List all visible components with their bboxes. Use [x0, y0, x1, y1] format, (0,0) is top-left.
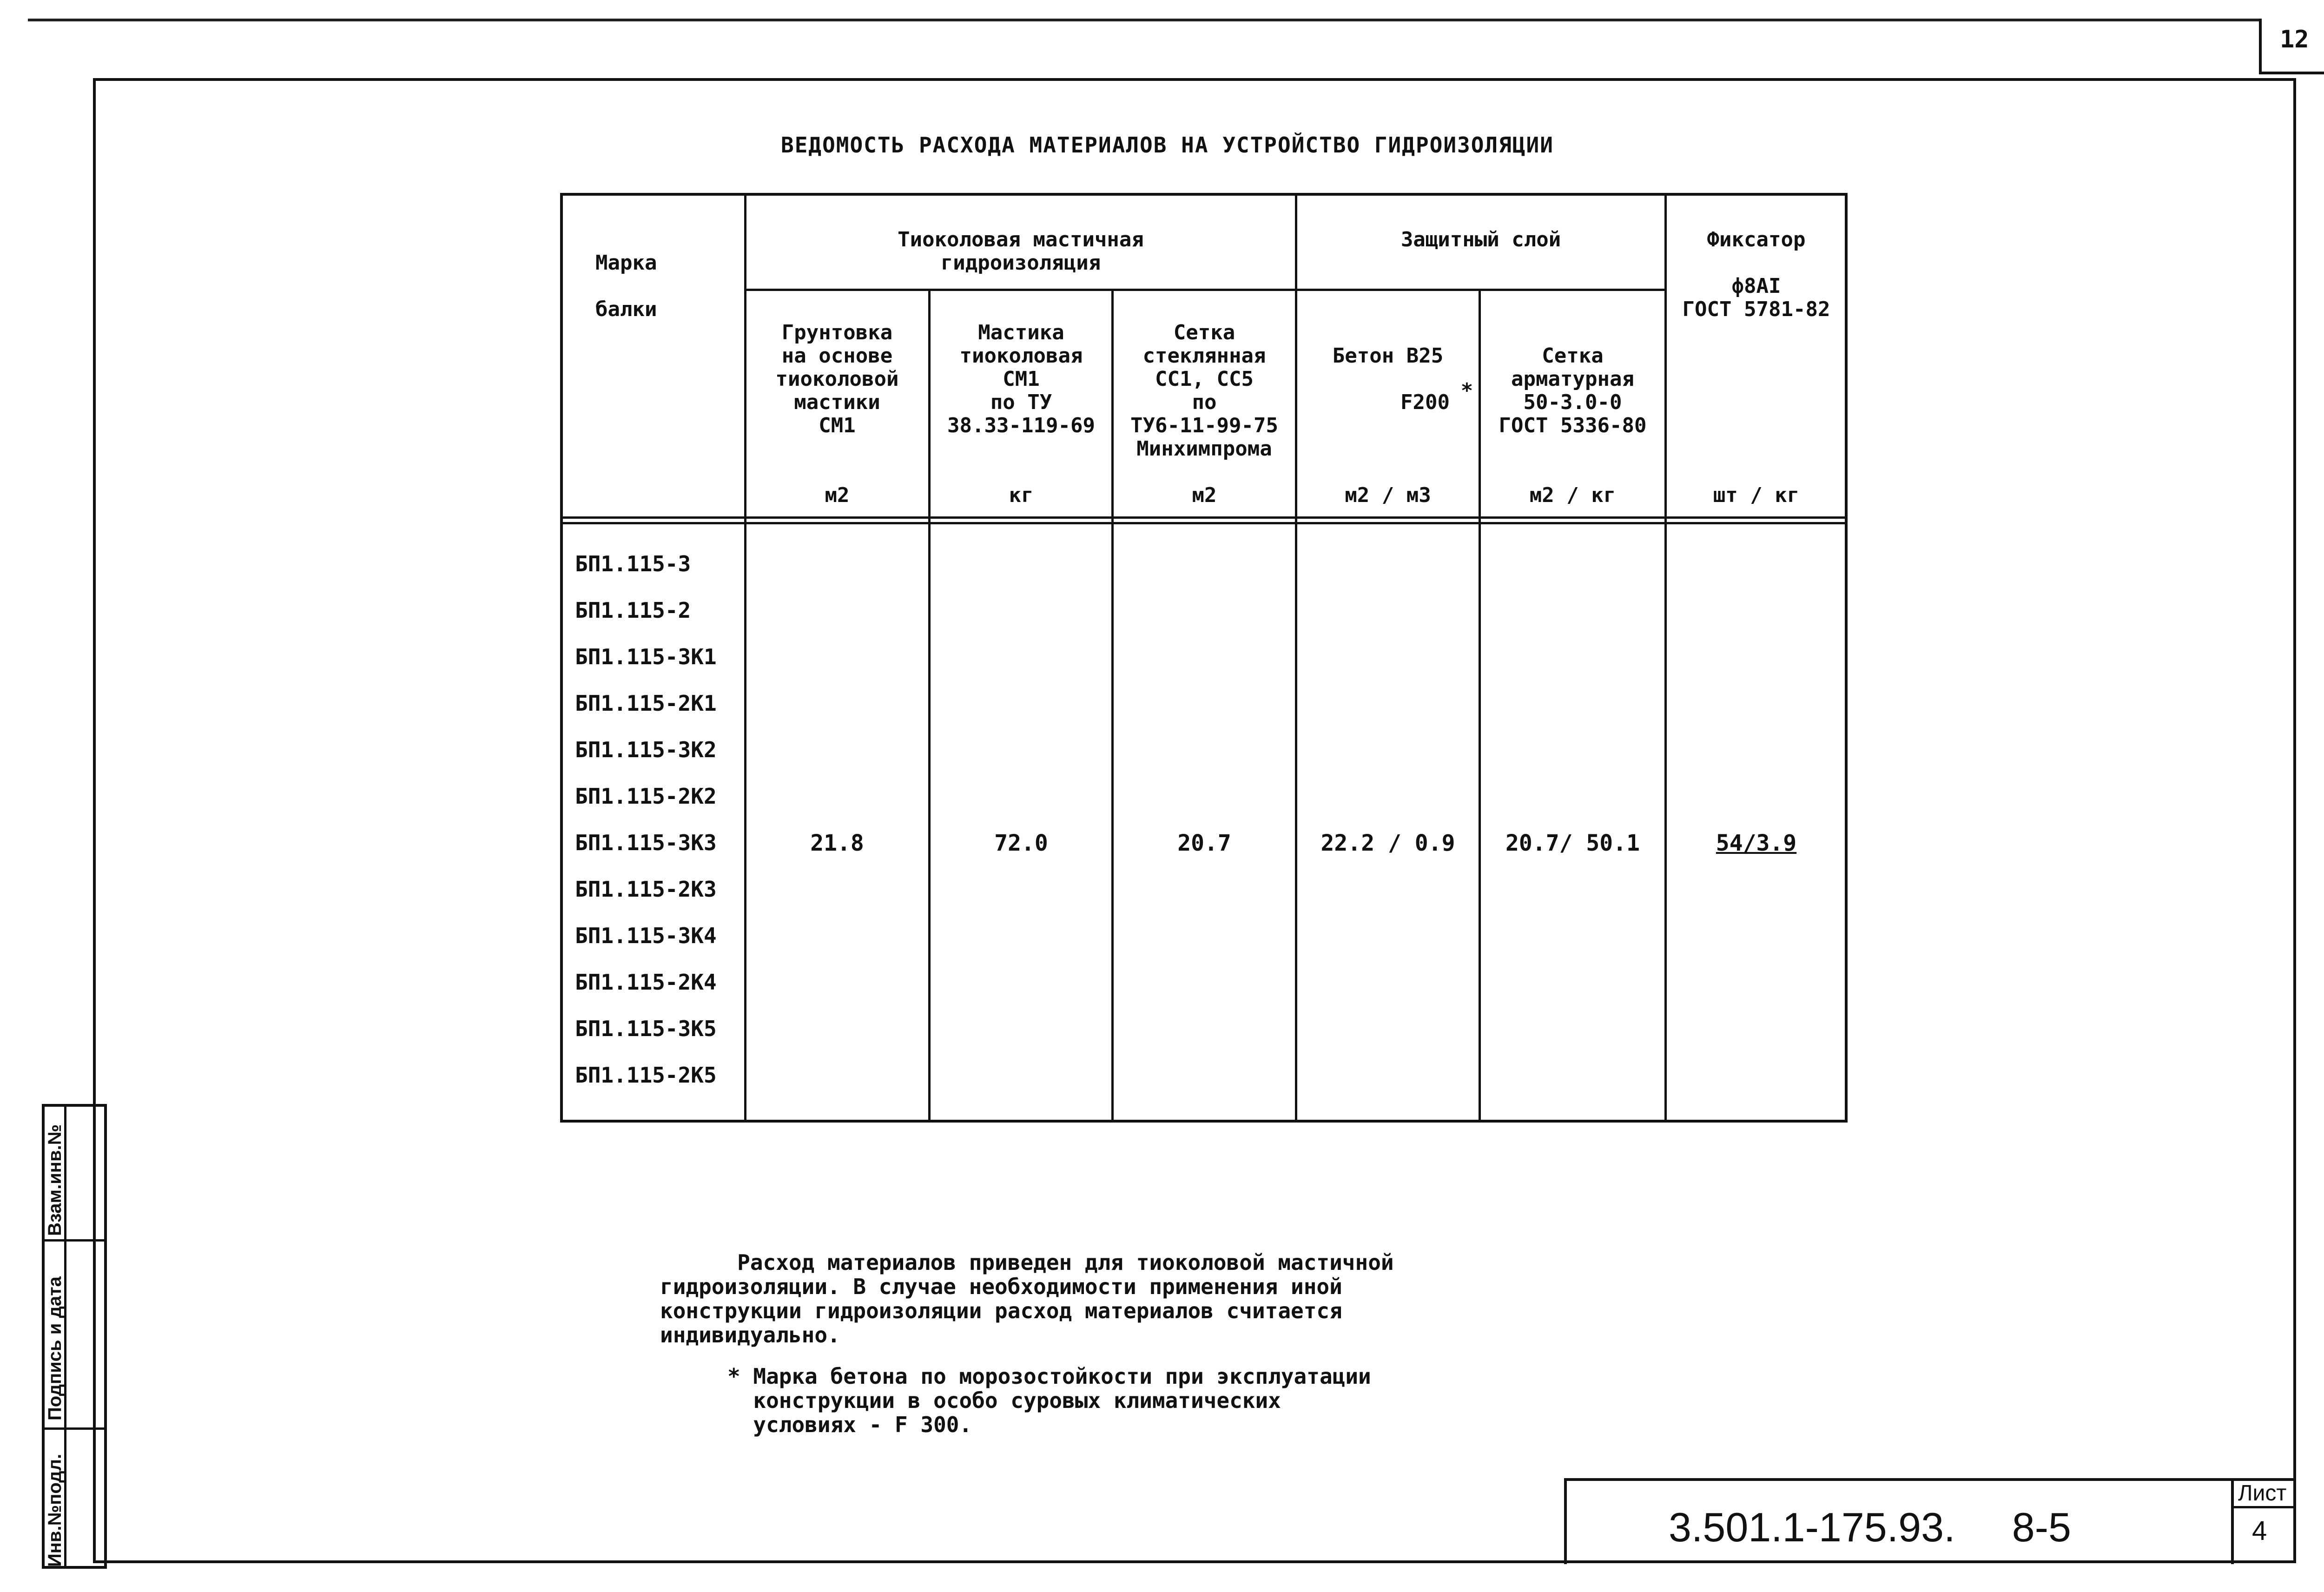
note-consumption: Расход материалов приведен для тиоколовой мастичной гидроизоляции. В случае необходимости применения иной конструкции гидроизоляции расход материалов считается индивидуально. [660, 1250, 1394, 1348]
unit-mastic: кг [1009, 483, 1034, 507]
stamp-divider [45, 1239, 104, 1242]
stamp-sign-date: Подпись и дата [45, 1276, 65, 1420]
stamp-inv-no: Инв.№подл. [45, 1453, 65, 1567]
group-header-rule [744, 289, 1664, 291]
header-concrete-footnote-mark: * [1460, 379, 1473, 403]
header-fixator: Фиксатор ф8АI ГОСТ 5781-82 [1682, 228, 1830, 321]
header-beam-mark: Марка балки [595, 251, 657, 321]
header-mesh-rebar: Сетка арматурная 50-3.0-0 ГОСТ 5336-80 [1499, 344, 1647, 437]
row-label: БП1.115-3К5 [575, 1016, 717, 1041]
row-label: БП1.115-2 [575, 598, 691, 623]
row-label: БП1.115-2К1 [575, 691, 717, 716]
value-concrete: 22.2 / 0.9 [1320, 830, 1455, 856]
stamp-replaced-inv: Взам.инв.№ [45, 1124, 65, 1236]
row-label: БП1.115-3К2 [575, 737, 717, 762]
header-primer: Грунтовка на основе тиоколовой мастики СМ1 [775, 321, 899, 437]
value-mastic: 72.0 [994, 830, 1048, 856]
unit-fixator: шт / кг [1713, 483, 1800, 507]
note-footnote: * Марка бетона по морозостойкости при эксплуатации конструкции в особо суровых климатических условиях - F 300. [727, 1364, 1371, 1437]
corner-sheet-number: 12 [2280, 26, 2309, 53]
unit-primer: м2 [825, 483, 850, 507]
row-label: БП1.115-2К5 [575, 1063, 717, 1088]
unit-mesh-glass: м2 [1192, 483, 1217, 507]
value-fixator: 54/3.9 [1716, 830, 1797, 856]
header-group-mastic: Тиоколовая мастичная гидроизоляция [898, 228, 1144, 275]
header-bottom-rule [563, 522, 1846, 524]
col-divider [1664, 196, 1667, 1121]
header-mastic: Мастика тиоколовая СМ1 по ТУ 38.33-119-69 [947, 321, 1095, 437]
top-rule [28, 19, 2259, 21]
sheet-number: 4 [2252, 1516, 2267, 1546]
sheet-label-rule [2234, 1506, 2296, 1508]
header-mesh-glass: Сетка стеклянная СС1, СС5 по ТУ6-11-99-75 Минхимпрома [1130, 321, 1278, 461]
sheet-box-divider [2231, 1478, 2234, 1564]
header-concrete: Бетон В25 [1332, 344, 1444, 368]
page-title: ВЕДОМОСТЬ РАСХОДА МАТЕРИАЛОВ НА УСТРОЙСТВО ГИДРОИЗОЛЯЦИИ [781, 132, 1554, 158]
side-stamp [42, 1104, 107, 1569]
document-code: 3.501.1-175.93. 8-5 [1669, 1504, 2071, 1550]
header-concrete-frost: F200 [1400, 390, 1450, 414]
sheet-label: Лист [2238, 1481, 2287, 1506]
col-divider [1295, 196, 1297, 1121]
unit-concrete: м2 / м3 [1345, 483, 1431, 507]
unit-mesh-rebar: м2 / кг [1529, 483, 1616, 507]
row-label: БП1.115-2К4 [575, 970, 717, 995]
value-mesh-rebar: 20.7/ 50.1 [1505, 830, 1640, 856]
stamp-divider [45, 1427, 104, 1430]
row-label: БП1.115-3К3 [575, 830, 717, 855]
row-label: БП1.115-2К3 [575, 877, 717, 902]
row-label: БП1.115-3К1 [575, 644, 717, 669]
value-primer: 21.8 [810, 830, 864, 856]
value-mesh-glass: 20.7 [1177, 830, 1231, 856]
row-label: БП1.115-3 [575, 551, 691, 576]
row-label: БП1.115-3К4 [575, 923, 717, 948]
materials-table [560, 193, 1848, 1123]
row-label: БП1.115-2К2 [575, 784, 717, 809]
header-group-protective: Защитный слой [1400, 228, 1561, 251]
header-bottom-rule [563, 516, 1846, 519]
